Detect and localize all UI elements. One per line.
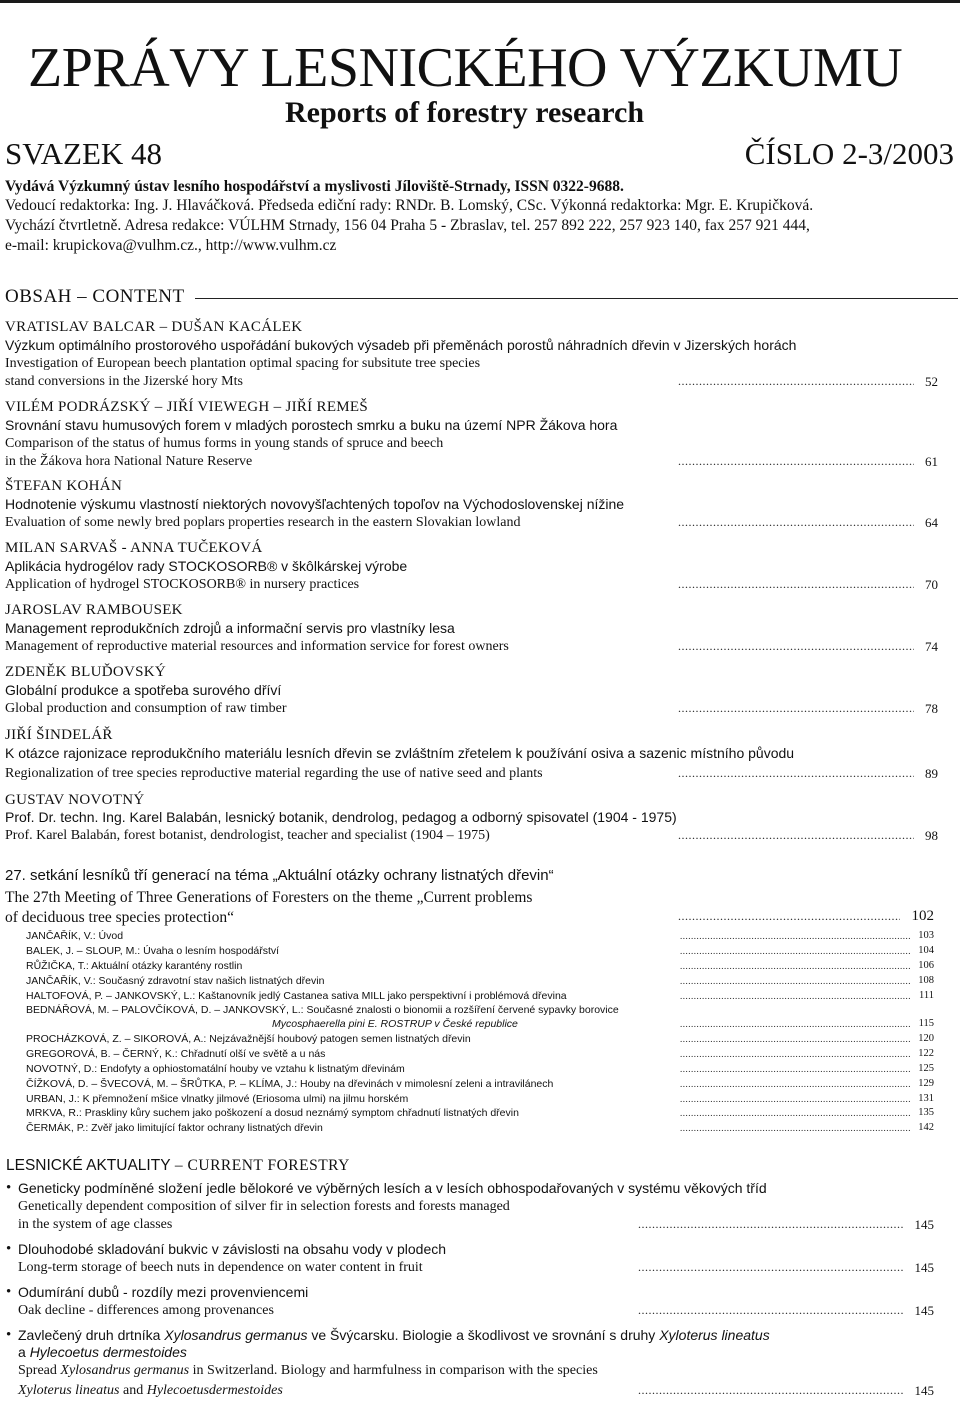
page-number: 145 — [914, 1303, 934, 1318]
meeting-item-cont: Mycosphaerella pini E. ROSTRUP v České republice — [272, 1018, 518, 1030]
species-name: Xylosandrus germanus — [164, 1327, 308, 1343]
dot-leader — [680, 1106, 910, 1120]
dot-leader — [680, 929, 910, 943]
article-title-en: stand conversions in the Jizerské hory Mts — [5, 374, 243, 389]
dot-leader — [678, 700, 914, 717]
page-number: 104 — [918, 945, 934, 956]
page-number: 102 — [911, 908, 934, 924]
dot-leader — [678, 908, 900, 925]
page-number: 145 — [914, 1383, 934, 1398]
text-span: Zavlečený druh drtníka — [18, 1327, 165, 1343]
article-title-cz: Management reprodukčních zdrojů a informační servis pro vlastníky lesa — [5, 620, 455, 636]
news-heading — [6, 1157, 350, 1175]
bullet-icon: • — [6, 1284, 12, 1300]
page-number: 52 — [925, 374, 938, 389]
dot-leader — [680, 944, 910, 958]
page-number: 106 — [918, 960, 934, 971]
dot-leader — [680, 1032, 910, 1046]
article-title-en: Evaluation of some newly bred poplars properties research in the eastern Slovakian lowland — [5, 515, 521, 530]
news-title-cz — [18, 1344, 187, 1361]
news-title-cz: Odumírání dubů - rozdíly mezi provenviencemi — [18, 1284, 309, 1300]
dot-leader — [678, 373, 914, 390]
article-title-en: Investigation of European beech plantation optimal spacing for subsitute tree species — [5, 356, 481, 371]
editors-line: Vedoucí redaktorka: Ing. J. Hlaváčková. Předseda ediční rady: RNDr. B. Lomský, CSc. Výkonná redaktorka: Mgr. E. Krupičková. — [5, 197, 814, 214]
dot-leader — [680, 1062, 910, 1076]
article-title-en: Prof. Karel Balabán, forest botanist, dendrologist, teacher and specialist (1904 – 1975) — [5, 828, 490, 843]
article-title-cz: Srovnání stavu humusových forem v mladých porostech smrku a buku na území NPR Žákova hora — [5, 417, 618, 433]
article-author: ŠTEFAN KOHÁN — [5, 478, 123, 494]
species-name: Hylecoetusdermestoides — [146, 1383, 283, 1398]
species-name: Xyloterus lineatus — [659, 1327, 770, 1343]
meeting-item: ČÍŽKOVÁ, D. – ŠVECOVÁ, M. – ŠRŮTKA, P. – KLÍMA, J.: Houby na dřevinách v mimolesní zeleni a intravilánech — [26, 1078, 554, 1090]
page-number: 122 — [918, 1048, 934, 1059]
text-span: and — [119, 1383, 147, 1398]
dot-leader — [638, 1216, 904, 1233]
page-number: 129 — [918, 1078, 934, 1089]
page-number: 89 — [925, 766, 938, 781]
page-number: 111 — [919, 990, 934, 1001]
meeting-item: BEDNÁŘOVÁ, M. – PALOVČÍKOVÁ, D. – JANKOVSKÝ, L.: Současné znalosti o bionomii a rozšíření červené sypavky borovice — [26, 1004, 619, 1016]
dot-leader — [678, 827, 914, 844]
news-title-en: in the system of age classes — [18, 1217, 173, 1232]
page-number: 70 — [925, 577, 938, 592]
news-title-en: Long-term storage of beech nuts in dependence on water content in fruit — [18, 1260, 423, 1275]
meeting-title-en: of deciduous tree species protection“ — [5, 909, 234, 926]
page-number: 115 — [918, 1018, 934, 1029]
dot-leader — [680, 989, 910, 1003]
meeting-item: ČERMÁK, P.: Zvěř jako limitující faktor ochrany listnatých dřevin — [26, 1122, 323, 1134]
issue-label: ČÍSLO 2-3/2003 — [744, 136, 954, 171]
contents-heading: OBSAH – CONTENT — [5, 286, 185, 307]
text-span: in Switzerland. Biology and harmfulness in comparison with the species — [189, 1363, 598, 1378]
news-title-en: Oak decline - differences among provenances — [18, 1303, 274, 1318]
species-name: Hylecoetus dermestoides — [29, 1344, 187, 1360]
meeting-item: HALTOFOVÁ, P. – JANKOVSKÝ, L.: Kaštanovník jedlý Castanea sativa MILL jako perspektivní i problémová dřevina — [26, 990, 567, 1002]
news-heading-cz: LESNICKÉ AKTUALITY — [6, 1157, 171, 1174]
dot-leader — [680, 1047, 910, 1061]
bullet-icon: • — [6, 1241, 12, 1257]
article-author: GUSTAV NOVOTNÝ — [5, 792, 145, 808]
article-title-en: Comparison of the status of humus forms in young stands of spruce and beech — [5, 436, 444, 451]
dot-leader — [680, 1092, 910, 1106]
bullet-icon: • — [6, 1327, 12, 1343]
species-name: Xylosandrus germanus — [60, 1363, 190, 1378]
contact-line: e-mail: krupickova@vulhm.cz., http://www.vulhm.cz — [5, 237, 337, 254]
article-title-en: in the Žákova hora National Nature Reserve — [5, 454, 253, 469]
dot-leader — [680, 959, 910, 973]
publisher-line: Vydává Výzkumný ústav lesního hospodářství a myslivosti Jíloviště-Strnady, ISSN 0322-9688. — [5, 178, 624, 195]
article-title-cz: Hodnotenie výskumu vlastností niektorých novovyšľachtených topoľov na Východoslovenskej nížine — [5, 496, 625, 512]
article-author: JAROSLAV RAMBOUSEK — [5, 602, 183, 618]
article-author: JIŘÍ ŠINDELÁŘ — [5, 727, 113, 743]
bullet-icon: • — [6, 1180, 12, 1196]
text-span: a — [18, 1344, 30, 1360]
text-span: ve Švýcarsku. Biologie a škodlivost ve srovnání s druhy — [307, 1327, 660, 1343]
dot-leader — [678, 576, 914, 593]
meeting-item: MRKVA, R.: Praskliny kůry suchem jako poškození a dosud neznámý symptom chřadnutí listnatých dřevin — [26, 1107, 519, 1119]
article-title-cz: Aplikácia hydrogélov rady STOCKOSORB® v škôlkárskej výrobe — [5, 558, 408, 574]
meeting-item: NOVOTNÝ, D.: Endofyty a ophiostomatální houby ve vztahu k listnatým dřevinám — [26, 1063, 405, 1075]
page-number: 145 — [914, 1217, 934, 1232]
species-name: Xyloterus lineatus — [18, 1383, 120, 1398]
news-title-cz — [18, 1327, 770, 1344]
news-title-en — [18, 1362, 598, 1379]
page-number: 108 — [918, 975, 934, 986]
article-title-en: Application of hydrogel STOCKOSORB® in nursery practices — [5, 577, 360, 592]
meeting-item: JANČAŘÍK, V.: Úvod — [26, 930, 124, 942]
news-heading-en: – CURRENT FORESTRY — [170, 1157, 350, 1174]
news-title-en — [18, 1382, 283, 1399]
page-number: 135 — [918, 1107, 934, 1118]
dot-leader — [638, 1302, 904, 1319]
page-number: 61 — [925, 454, 938, 469]
journal-subtitle: Reports of forestry research — [285, 96, 645, 129]
contents-rule — [195, 298, 958, 299]
article-title-cz: Globální produkce a spotřeba surového dříví — [5, 682, 282, 698]
article-author: VILÉM PODRÁZSKÝ – JIŘÍ VIEWEGH – JIŘÍ REMEŠ — [5, 399, 369, 415]
page-number: 78 — [925, 701, 938, 716]
top-rule — [0, 0, 960, 3]
dot-leader — [680, 1017, 910, 1031]
dot-leader — [638, 1382, 904, 1399]
journal-title: ZPRÁVY LESNICKÉHO VÝZKUMU — [28, 37, 903, 99]
article-author: VRATISLAV BALCAR – DUŠAN KACÁLEK — [5, 319, 303, 335]
meeting-item: BALEK, J. – SLOUP, M.: Úvaha o lesním hospodářství — [26, 945, 280, 957]
meeting-item: PROCHÁZKOVÁ, Z. – SIKOROVÁ, A.: Nejzávažnější houbový patogen semen listnatých dřevin — [26, 1033, 471, 1045]
page-number: 64 — [925, 515, 938, 530]
meeting-item: RŮŽIČKA, T.: Aktuální otázky karantény rostlin — [26, 960, 243, 972]
dot-leader — [678, 638, 914, 655]
article-title-en: Global production and consumption of raw timber — [5, 701, 287, 716]
news-title-cz: Geneticky podmíněné složení jedle bělokoré ve výběrných lesích a v lesích obhospodařovaných v systému věkových tříd — [18, 1180, 767, 1196]
article-title-cz: Prof. Dr. techn. Ing. Karel Balabán, lesnický botanik, dendrolog, pedagog a odborný spisovatel (1904 - 1975) — [5, 809, 677, 825]
page-number: 120 — [918, 1033, 934, 1044]
article-author: MILAN SARVAŠ - ANNA TUČEKOVÁ — [5, 540, 263, 556]
text-span: Spread — [18, 1363, 61, 1378]
page-number: 131 — [918, 1093, 934, 1104]
page-number: 103 — [918, 930, 934, 941]
page-number: 142 — [918, 1122, 934, 1133]
page-number: 74 — [925, 639, 938, 654]
address-line: Vychází čtvrtletně. Adresa redakce: VÚLHM Strnady, 156 04 Praha 5 - Zbraslav, tel. 257 892 222, 257 923 140, fax 257 921 444, — [5, 217, 810, 234]
page-number: 125 — [918, 1063, 934, 1074]
article-title-en: Regionalization of tree species reproductive material regarding the use of native seed and plants — [5, 766, 543, 781]
dot-leader — [638, 1259, 904, 1276]
dot-leader — [678, 453, 914, 470]
meeting-item: JANČAŘÍK, V.: Současný zdravotní stav našich listnatých dřevin — [26, 975, 325, 987]
article-title-cz: Výzkum optimálního prostorového uspořádání bukových výsadeb při přeměnách porostů náhradních dřevin v Jizerských horách — [5, 337, 797, 353]
meeting-item: URBAN, J.: K přemnožení mšice vlnatky jilmové (Eriosoma ulmi) na jilmu horském — [26, 1093, 409, 1105]
news-title-en: Genetically dependent composition of silver fir in selection forests and forests managed — [18, 1199, 510, 1214]
news-title-cz: Dlouhodobé skladování bukvic v závislosti na obsahu vody v plodech — [18, 1241, 447, 1257]
article-author: ZDENĚK BLUĎOVSKÝ — [5, 664, 167, 680]
article-title-cz: K otázce rajonizace reprodukčního materiálu lesních dřevin se zvláštním zřetelem k používání osiva a sazenic místního původu — [5, 745, 795, 761]
meeting-title-en: The 27th Meeting of Three Generations of Foresters on the theme „Current problems — [5, 889, 533, 906]
meeting-item: GREGOROVÁ, B. – ČERNÝ, K.: Chřadnutí olší ve světě a u nás — [26, 1048, 326, 1060]
dot-leader — [680, 974, 910, 988]
article-title-en: Management of reproductive material resources and information service for forest owners — [5, 639, 509, 654]
page-number: 145 — [914, 1260, 934, 1275]
dot-leader — [678, 514, 914, 531]
page-number: 98 — [925, 828, 938, 843]
dot-leader — [680, 1121, 910, 1135]
dot-leader — [680, 1077, 910, 1091]
meeting-title-cz: 27. setkání lesníků tří generací na téma „Aktuální otázky ochrany listnatých dřevin“ — [5, 867, 554, 884]
volume-label: SVAZEK 48 — [5, 136, 163, 171]
dot-leader — [678, 765, 914, 782]
